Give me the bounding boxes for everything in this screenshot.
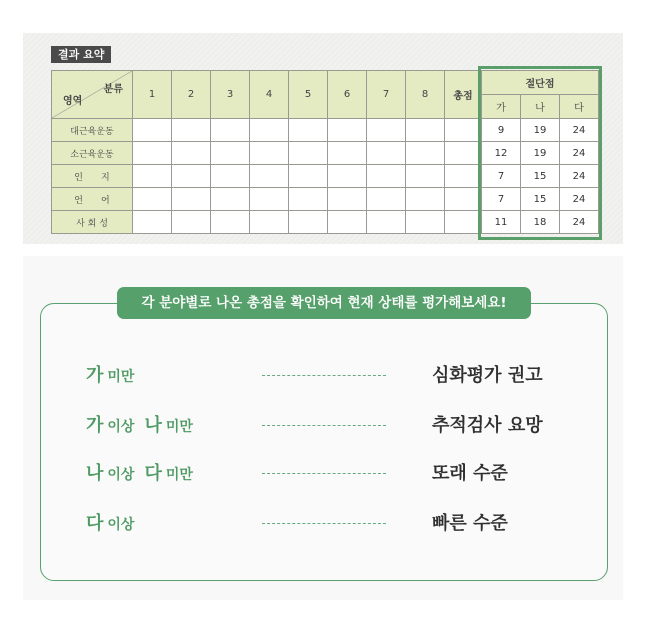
cutoff-cell: 15 xyxy=(521,165,560,188)
cutoff-cell: 15 xyxy=(521,188,560,211)
score-cell xyxy=(289,142,328,165)
score-cell xyxy=(367,188,406,211)
guide-item xyxy=(86,459,566,487)
cutoff-cell: 11 xyxy=(482,211,521,234)
guide-result: 추적검사 요망 xyxy=(432,415,543,436)
score-table xyxy=(51,70,599,234)
score-cell xyxy=(133,188,172,211)
score-cell xyxy=(328,165,367,188)
cutoff-cell: 7 xyxy=(482,188,521,211)
cutoff-cell: 19 xyxy=(521,119,560,142)
corner-category-label: 분류 xyxy=(103,84,123,95)
score-cell xyxy=(133,142,172,165)
score-cell xyxy=(172,142,211,165)
total-cell xyxy=(445,119,482,142)
cutoff-cell: 24 xyxy=(560,119,599,142)
table-row xyxy=(52,165,599,188)
score-cell xyxy=(172,188,211,211)
row-label: 소근육운동 xyxy=(52,142,133,165)
guide-condition: 가 이상 나 미만 xyxy=(86,415,193,436)
score-cell xyxy=(133,211,172,234)
score-cell xyxy=(133,165,172,188)
column-header: 7 xyxy=(367,71,406,119)
column-header: 1 xyxy=(133,71,172,119)
guide-heading: 각 분야별로 나온 총점을 확인하여 현재 상태를 평가해보세요! xyxy=(117,287,531,319)
cutoff-cell: 9 xyxy=(482,119,521,142)
row-label: 사 회 성 xyxy=(52,211,133,234)
score-cell xyxy=(211,188,250,211)
score-cell xyxy=(406,142,445,165)
score-cell xyxy=(289,211,328,234)
column-header: 5 xyxy=(289,71,328,119)
table-row xyxy=(52,142,599,165)
score-cell xyxy=(211,165,250,188)
cutoff-sub-header: 나 xyxy=(521,95,560,119)
guide-condition: 나 이상 다 미만 xyxy=(86,463,193,484)
score-cell xyxy=(172,119,211,142)
score-cell xyxy=(289,188,328,211)
column-header: 3 xyxy=(211,71,250,119)
score-cell xyxy=(250,119,289,142)
score-cell xyxy=(289,119,328,142)
score-cell xyxy=(367,211,406,234)
score-cell xyxy=(328,119,367,142)
score-cell xyxy=(250,142,289,165)
score-cell xyxy=(211,211,250,234)
score-cell xyxy=(250,188,289,211)
guide-box xyxy=(40,303,608,581)
total-cell xyxy=(445,211,482,234)
score-cell xyxy=(211,119,250,142)
table-row xyxy=(52,211,599,234)
guide-item xyxy=(86,361,566,389)
score-cell xyxy=(289,165,328,188)
column-header: 8 xyxy=(406,71,445,119)
score-cell xyxy=(406,211,445,234)
cutoff-cell: 24 xyxy=(560,211,599,234)
score-cell xyxy=(406,188,445,211)
dotted-leader xyxy=(262,375,386,376)
row-label: 대근육운동 xyxy=(52,119,133,142)
score-cell xyxy=(328,211,367,234)
score-cell xyxy=(172,165,211,188)
column-header: 4 xyxy=(250,71,289,119)
cutoff-cell: 24 xyxy=(560,165,599,188)
score-cell xyxy=(172,211,211,234)
score-cell xyxy=(367,165,406,188)
column-header: 6 xyxy=(328,71,367,119)
cutoff-column-header: 절단점 xyxy=(482,71,599,95)
score-cell xyxy=(250,211,289,234)
score-cell xyxy=(211,142,250,165)
cutoff-cell: 19 xyxy=(521,142,560,165)
guide-result: 빠른 수준 xyxy=(432,513,508,534)
guide-condition: 다 이상 xyxy=(86,513,135,534)
cutoff-sub-header: 다 xyxy=(560,95,599,119)
guide-item xyxy=(86,411,566,439)
table-row xyxy=(52,188,599,211)
cutoff-cell: 12 xyxy=(482,142,521,165)
score-cell xyxy=(328,188,367,211)
score-cell xyxy=(328,142,367,165)
guide-condition: 가 미만 xyxy=(86,365,135,386)
table-corner-header xyxy=(52,71,133,119)
total-cell xyxy=(445,188,482,211)
total-column-header: 총점 xyxy=(445,71,482,119)
row-label: 언 어 xyxy=(52,188,133,211)
column-header: 2 xyxy=(172,71,211,119)
table-row xyxy=(52,119,599,142)
score-cell xyxy=(406,119,445,142)
cutoff-cell: 24 xyxy=(560,188,599,211)
score-cell xyxy=(250,165,289,188)
guide-result: 또래 수준 xyxy=(432,463,508,484)
dotted-leader xyxy=(262,425,386,426)
cutoff-cell: 7 xyxy=(482,165,521,188)
score-cell xyxy=(406,165,445,188)
guide-result: 심화평가 권고 xyxy=(432,365,543,386)
score-cell xyxy=(367,142,406,165)
corner-area-label: 영역 xyxy=(63,96,83,107)
guide-item xyxy=(86,509,566,537)
row-label: 인 지 xyxy=(52,165,133,188)
cutoff-cell: 24 xyxy=(560,142,599,165)
summary-title: 결과 요약 xyxy=(51,46,111,63)
dotted-leader xyxy=(262,523,386,524)
score-cell xyxy=(367,119,406,142)
dotted-leader xyxy=(262,473,386,474)
total-cell xyxy=(445,142,482,165)
cutoff-sub-header: 가 xyxy=(482,95,521,119)
cutoff-cell: 18 xyxy=(521,211,560,234)
total-cell xyxy=(445,165,482,188)
score-cell xyxy=(133,119,172,142)
